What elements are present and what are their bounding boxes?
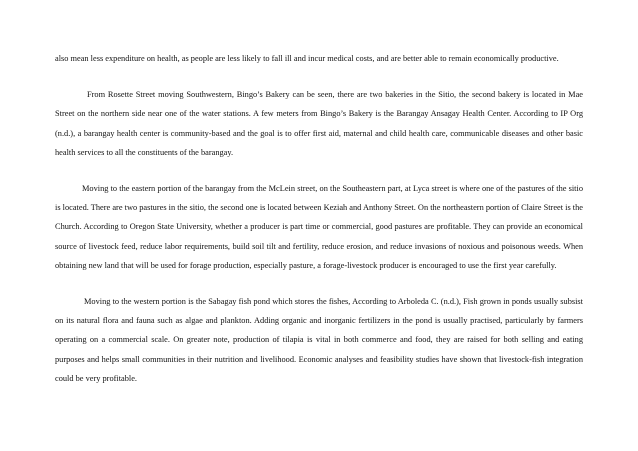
document-page xyxy=(55,49,583,388)
paragraph-fish-pond: Moving to the western portion is the Sabagay fish pond which stores the fishes, According to Arboleda C. (n.d.), Fish grown in ponds usually subsist on its natural flora and fauna such as algae and plankton. Adding organic and inorganic fertilizers in the pond is usually practised, particularly by farmers operating on a commercial scale. On greater note, production of tilapia is vital in both commerce and food, they are raised for both selling and eating purposes and helps small communities in their nutrition and livelihood. Economic analyses and feasibility studies have shown that livestock-fish integration could be very profitable. xyxy=(55,297,583,383)
paragraph-pastures: Moving to the eastern portion of the barangay from the McLein street, on the Southeastern part, at Lyca street is where one of the pastures of the sitio is located. There are two pastures in the sitio, the second one is located between Keziah and Anthony Street. On the northeastern portion of Claire Street is the Church. According to Oregon State University, whether a producer is part time or commercial, good pastures are profitable. They can provide an economical source of livestock feed, reduce labor requirements, build soil tilt and fertility, reduce erosion, and reduce invasions of noxious and poisonous weeds. When obtaining new land that will be used for forage production, especially pasture, a forage-livestock producer is encouraged to use the first year carefully. xyxy=(55,184,583,270)
paragraph-health-expenditure: also mean less expenditure on health, as people are less likely to fall ill and incur medical costs, and are better able to remain economically productive. xyxy=(55,54,559,63)
paragraph-bakery-health-center: From Rosette Street moving Southwestern, Bingo’s Bakery can be seen, there are two bakeries in the Sitio, the second bakery is located in Mae Street on the northern side near one of the water stations. A few meters from Bingo’s Bakery is the Barangay Ansagay Health Center. According to IP Org (n.d.), a barangay health center is community-based and the goal is to offer first aid, maternal and child health care, communicable diseases and other basic health services to all the constituents of the barangay. xyxy=(55,90,583,157)
